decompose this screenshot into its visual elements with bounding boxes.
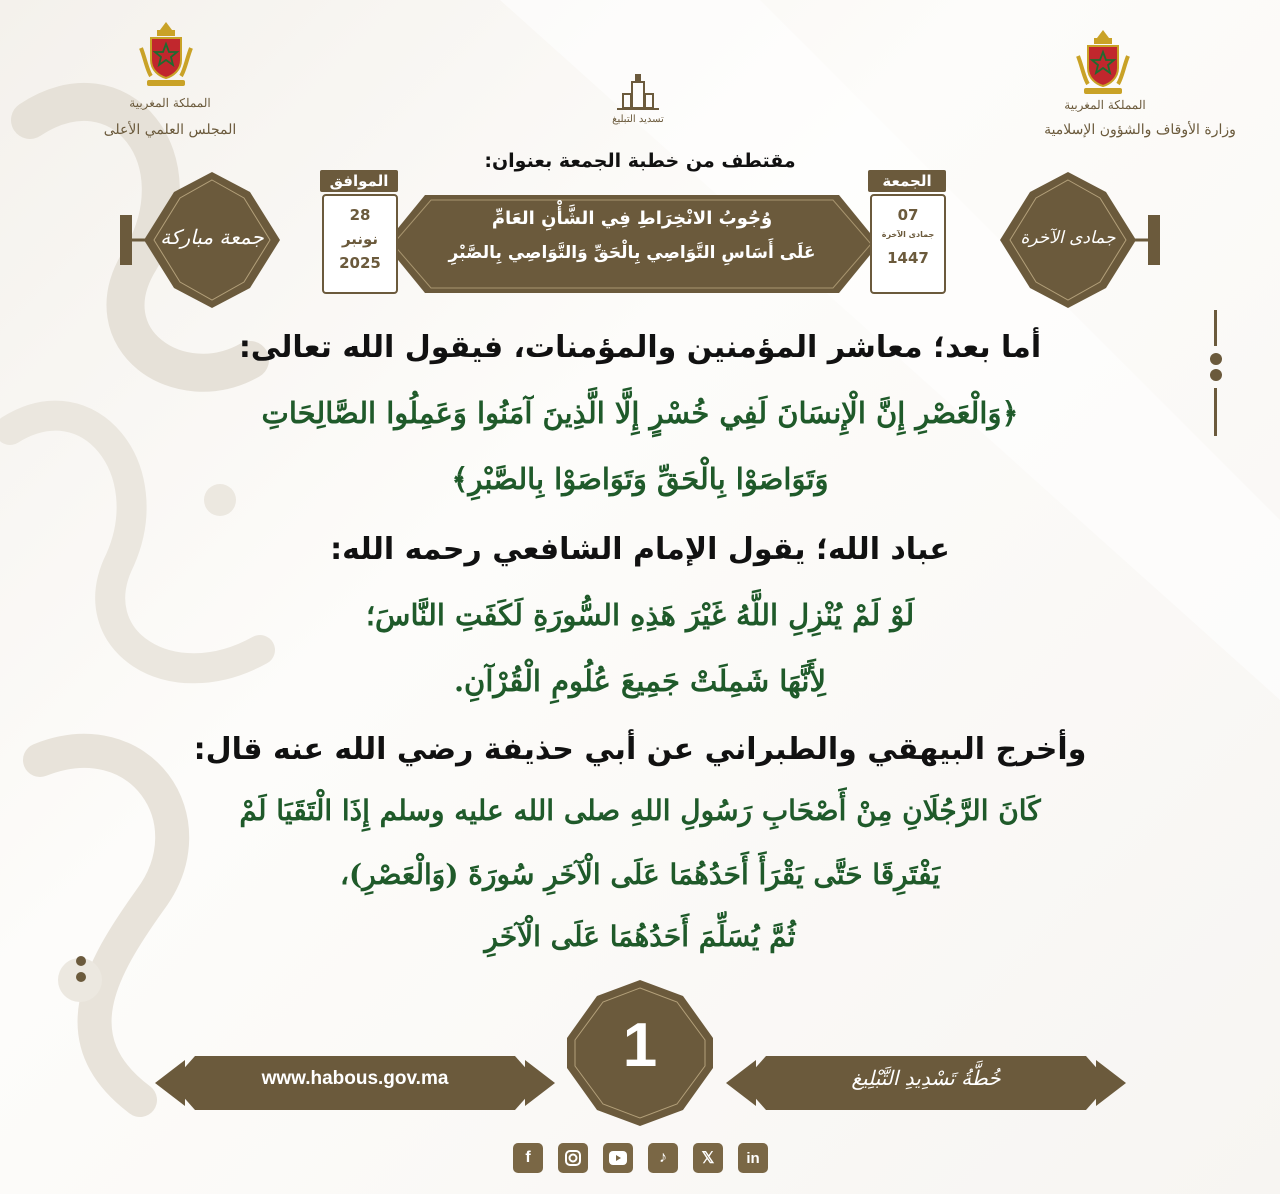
hadith-line-2: يَفْتَرِقَا حَتَّى يَقْرَأَ أَحَدُهُمَا عَلَى الْآخَرِ سُورَةَ (وَالْعَصْرِ)، bbox=[339, 858, 941, 891]
right-org-line2: وزارة الأوقاف والشؤون الإسلامية bbox=[1044, 122, 1236, 138]
facebook-icon[interactable]: f bbox=[513, 1143, 543, 1173]
tiktok-icon[interactable]: ♪ bbox=[648, 1143, 678, 1173]
title-line1: وُجُوبُ الانْخِرَاطِ فِي الشَّأْنِ العَامِّ bbox=[491, 208, 773, 229]
page-number: 1 bbox=[622, 1011, 658, 1080]
hadith-line-1: كَانَ الرَّجُلَانِ مِنْ أَصْحَابِ رَسُولِ اللهِ صلى الله عليه وسلم إِذَا الْتَقَيَا لَمْ bbox=[239, 794, 1041, 827]
minaret-logo-icon bbox=[613, 70, 663, 112]
excerpt-subtitle: مقتطف من خطبة الجمعة بعنوان: bbox=[484, 150, 796, 172]
gregorian-month: نونبر bbox=[341, 230, 379, 248]
quran-line-2: وَتَوَاصَوْا بِالْحَقِّ وَتَوَاصَوْا بِالصَّبْرِ﴾ bbox=[451, 462, 829, 496]
plan-label: خُطَّةُ تَسْدِيدِ التَّبْلِيغ bbox=[851, 1066, 1001, 1090]
hijri-month: جمادى الآخرة bbox=[881, 230, 935, 239]
hijri-year: 1447 bbox=[887, 249, 929, 267]
x-icon[interactable]: 𝕏 bbox=[693, 1143, 723, 1173]
shafii-intro-line: عباد الله؛ يقول الإمام الشافعي رحمه الله: bbox=[330, 532, 950, 567]
right-medallion-text: جمادى الآخرة bbox=[1020, 228, 1116, 248]
shafii-quote-2: لِأَنَّهَا شَمِلَتْ جَمِيعَ عُلُومِ الْقُرْآنِ. bbox=[453, 664, 827, 698]
intro-line: أما بعد؛ معاشر المؤمنين والمؤمنات، فيقول الله تعالى: bbox=[238, 330, 1042, 365]
right-org-line1: المملكة المغربية bbox=[1064, 98, 1146, 112]
youtube-icon[interactable] bbox=[603, 1143, 633, 1173]
royal-crest-left-icon bbox=[137, 18, 195, 90]
hijri-date-box bbox=[870, 194, 946, 294]
gregorian-year: 2025 bbox=[339, 254, 381, 272]
instagram-icon[interactable] bbox=[558, 1143, 588, 1173]
quran-line-1: ﴿وَالْعَصْرِ إِنَّ الْإِنسَانَ لَفِي خُسْرٍ إِلَّا الَّذِينَ آمَنُوا وَعَمِلُوا الصَّالِحَاتِ bbox=[261, 396, 1019, 430]
hadith-intro-line: وأخرج البيهقي والطبراني عن أبي حذيفة رضي الله عنه قال: bbox=[193, 732, 1087, 767]
gregorian-day: 28 bbox=[349, 206, 371, 224]
center-logo-caption: تسديد التبليغ bbox=[612, 114, 664, 125]
hijri-day: 07 bbox=[897, 206, 919, 224]
title-line2: عَلَى أَسَاسِ التَّوَاصِي بِالْحَقِّ وَالتَّوَاصِي بِالصَّبْرِ bbox=[448, 243, 816, 263]
gregorian-date-box bbox=[322, 194, 398, 294]
left-org-line1: المملكة المغربية bbox=[129, 96, 211, 110]
website-link[interactable]: www.habous.gov.ma bbox=[261, 1068, 449, 1089]
left-ornament-icon bbox=[70, 952, 92, 986]
shafii-quote-1: لَوْ لَمْ يُنْزِلِ اللَّهُ غَيْرَ هَذِهِ السُّورَةِ لَكَفَتِ النَّاسَ؛ bbox=[365, 598, 915, 632]
linkedin-icon[interactable]: in bbox=[738, 1143, 768, 1173]
hijri-label: الجمعة bbox=[868, 170, 946, 192]
hadith-line-3: ثُمَّ يُسَلِّمَ أَحَدُهُمَا عَلَى الْآخَرِ bbox=[484, 920, 796, 953]
left-org-line2: المجلس العلمي الأعلى bbox=[103, 122, 237, 138]
left-medallion-text: جمعة مباركة bbox=[160, 225, 264, 249]
royal-crest-right-icon bbox=[1074, 26, 1132, 98]
gregorian-label: الموافق bbox=[320, 170, 398, 192]
